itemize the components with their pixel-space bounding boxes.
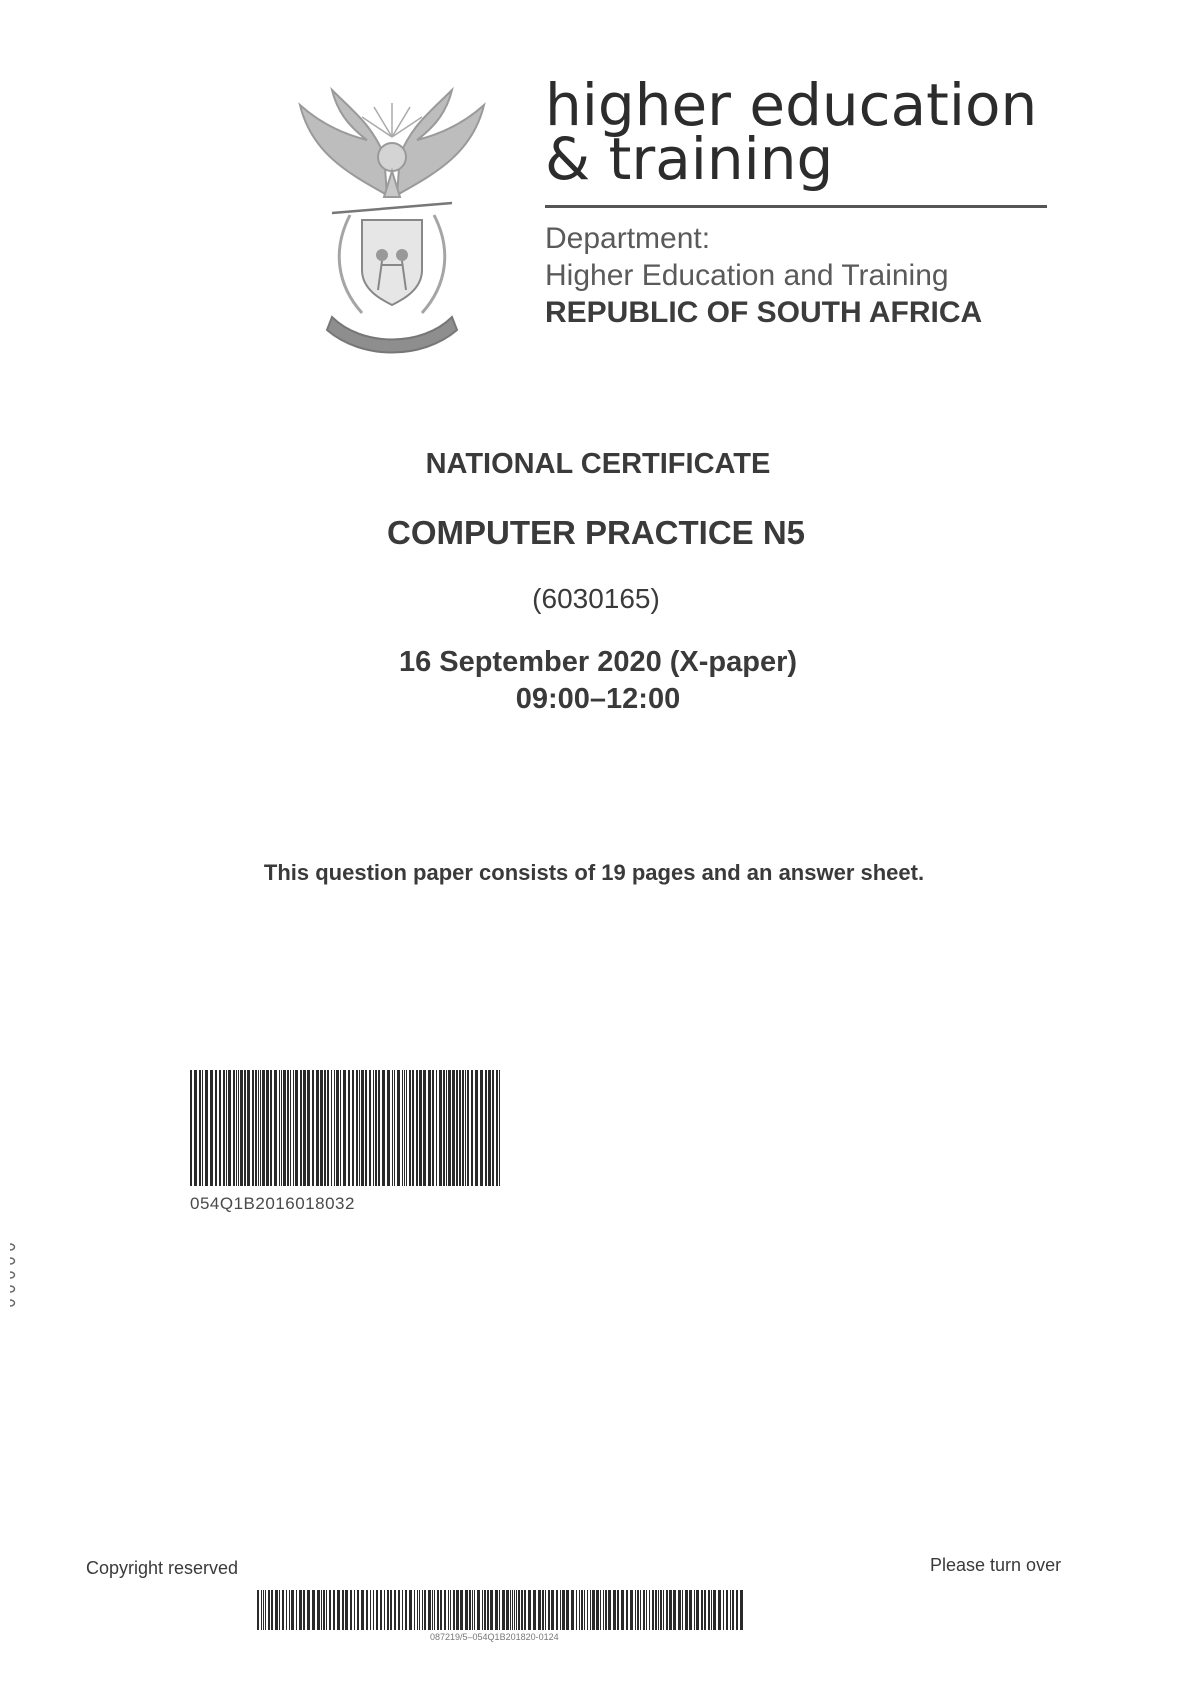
barcode-bar <box>545 1590 546 1630</box>
barcode-bar <box>334 1070 335 1186</box>
barcode-bar <box>291 1590 294 1630</box>
barcode-bar <box>331 1070 332 1186</box>
barcode-bar <box>528 1590 531 1630</box>
barcode-bar <box>506 1590 509 1630</box>
barcode-bar <box>453 1590 455 1630</box>
barcode-bar <box>423 1070 426 1186</box>
barcode-bar <box>480 1070 483 1186</box>
barcode-bar <box>587 1590 588 1630</box>
barcode-bar <box>428 1590 431 1630</box>
coat-of-arms-logo <box>292 85 492 355</box>
barcode-bar <box>432 1590 433 1630</box>
barcode-bar <box>605 1590 607 1630</box>
barcode-bar <box>652 1590 654 1630</box>
barcode-bar <box>474 1590 475 1630</box>
barcode-bar <box>713 1590 716 1630</box>
barcode-bar <box>732 1590 734 1630</box>
barcode-bar <box>556 1590 558 1630</box>
exam-datetime <box>0 644 1198 718</box>
barcode-bar <box>293 1070 294 1186</box>
barcode-bar <box>240 1070 243 1186</box>
barcode-bar <box>655 1590 657 1630</box>
barcode-bar <box>434 1590 435 1630</box>
barcode-bar <box>275 1590 278 1630</box>
barcode-bar <box>571 1590 574 1630</box>
barcode-bar <box>244 1070 246 1186</box>
barcode-bar <box>312 1590 315 1630</box>
subject-title: COMPUTER PRACTICE N5 <box>386 514 806 551</box>
barcode-bar <box>387 1070 390 1186</box>
barcode-bar <box>444 1590 446 1630</box>
barcode-bar <box>626 1590 628 1630</box>
barcode-bar <box>342 1590 344 1630</box>
barcode-bar <box>467 1070 469 1186</box>
barcode-bar <box>270 1070 272 1186</box>
barcode-bar <box>516 1590 517 1630</box>
certificate-title: NATIONAL CERTIFICATE <box>425 448 771 480</box>
country-name: REPUBLIC OF SOUTH AFRICA <box>545 296 983 329</box>
barcode-bar <box>548 1590 550 1630</box>
margin-mark <box>8 1240 18 1310</box>
barcode-bar <box>414 1590 415 1630</box>
barcode-bar <box>643 1590 645 1630</box>
barcode-bar <box>392 1070 393 1186</box>
barcode-bar <box>640 1590 641 1630</box>
barcode-bar <box>257 1590 259 1630</box>
barcode-bar <box>579 1590 580 1630</box>
barcode-bar <box>551 1590 554 1630</box>
barcode-bar <box>361 1070 364 1186</box>
barcode-bar <box>740 1590 743 1630</box>
barcode-bar <box>477 1590 480 1630</box>
barcode-bar <box>265 1590 266 1630</box>
barcode-bar <box>405 1590 407 1630</box>
barcode-bar <box>373 1070 374 1186</box>
barcode-bar <box>394 1590 396 1630</box>
barcode-bar <box>263 1590 264 1630</box>
barcode-bar <box>394 1070 395 1186</box>
barcode-bar <box>268 1590 270 1630</box>
barcode-bar <box>660 1590 662 1630</box>
barcode-bar <box>287 1070 289 1186</box>
barcode-bar <box>340 1070 341 1186</box>
barcode-bar <box>279 1590 280 1630</box>
barcode-bar <box>354 1590 355 1630</box>
barcode-bar <box>496 1070 498 1186</box>
barcode-bar <box>475 1070 478 1186</box>
barcode-bar <box>460 1590 463 1630</box>
barcode-bar <box>666 1590 668 1630</box>
barcode-bar <box>406 1070 407 1186</box>
barcode-bar <box>236 1070 237 1186</box>
exam-time: 09:00–12:00 <box>515 683 681 715</box>
barcode-bar <box>258 1070 259 1186</box>
department-label: Department: <box>545 222 711 255</box>
barcode-bar <box>590 1590 591 1630</box>
barcode-bar <box>255 1070 257 1186</box>
barcode-bar <box>514 1590 515 1630</box>
barcode-bar <box>384 1590 385 1630</box>
barcode-bar <box>260 1070 261 1186</box>
barcode-bar <box>416 1070 418 1186</box>
barcode-bar <box>465 1590 468 1630</box>
barcode-bar <box>370 1590 371 1630</box>
barcode-bar <box>281 1070 282 1186</box>
barcode-bar <box>736 1590 738 1630</box>
barcode-bar <box>462 1070 464 1186</box>
barcode-bar <box>210 1070 213 1186</box>
barcode-bar <box>329 1590 331 1630</box>
main-barcode <box>190 1070 500 1186</box>
barcode-bar <box>495 1590 498 1630</box>
barcode-bar <box>443 1070 445 1186</box>
barcode-bar <box>456 1070 458 1186</box>
barcode-bar <box>190 1070 192 1186</box>
barcode-bar <box>398 1590 400 1630</box>
barcode-bar <box>422 1590 423 1630</box>
barcode-bar <box>669 1590 672 1630</box>
barcode-bar <box>562 1590 565 1630</box>
barcode-bar <box>333 1590 335 1630</box>
barcode-bar <box>694 1590 695 1630</box>
barcode-bar <box>303 1070 306 1186</box>
barcode-bar <box>472 1590 473 1630</box>
copyright-notice: Copyright reserved <box>86 1558 239 1578</box>
barcode-bar <box>365 1070 367 1186</box>
barcode-bar <box>286 1590 287 1630</box>
barcode-bar <box>576 1590 577 1630</box>
barcode-bar <box>718 1590 721 1630</box>
barcode-bar <box>419 1070 422 1186</box>
brand-wordmark <box>545 71 1045 193</box>
barcode-bar <box>324 1070 326 1186</box>
barcode-bar <box>282 1590 284 1630</box>
barcode-bar <box>219 1070 221 1186</box>
barcode-bar <box>485 1070 487 1186</box>
barcode-bar <box>336 1070 339 1186</box>
brand-line-2: & training <box>545 125 834 193</box>
barcode-bar <box>600 1590 601 1630</box>
barcode-bar <box>215 1070 217 1186</box>
barcode-bar <box>226 1070 227 1186</box>
barcode-bar <box>487 1590 489 1630</box>
barcode-bar <box>323 1590 325 1630</box>
barcode-bar <box>465 1070 466 1186</box>
barcode-bar <box>432 1070 434 1186</box>
barcode-bar <box>327 1070 329 1186</box>
barcode-bar <box>402 1070 403 1186</box>
barcode-bar <box>417 1590 418 1630</box>
barcode-bar <box>356 1070 358 1186</box>
barcode-bar <box>296 1590 297 1630</box>
barcode-bar <box>283 1070 286 1186</box>
barcode-bar <box>617 1590 619 1630</box>
department-block <box>545 220 982 331</box>
barcode-bar <box>316 1070 319 1186</box>
barcode-bar <box>538 1590 541 1630</box>
footer-barcode-number: 087219/5–054Q1B201820-0124 <box>430 1632 559 1642</box>
barcode-bar <box>499 1590 500 1630</box>
barcode-bar <box>205 1070 208 1186</box>
barcode-bar <box>592 1590 595 1630</box>
barcode-bar <box>238 1070 239 1186</box>
barcode-bar <box>730 1590 731 1630</box>
barcode-bar <box>409 1070 411 1186</box>
barcode-bar <box>223 1070 225 1186</box>
barcode-bar <box>512 1590 513 1630</box>
barcode-bar <box>382 1070 385 1186</box>
barcode-bar <box>402 1590 403 1630</box>
pages-note: This question paper consists of 19 pages and an answer sheet. <box>263 860 925 885</box>
barcode-bar <box>404 1070 405 1186</box>
barcode-bar <box>348 1070 350 1186</box>
barcode-bar <box>689 1590 692 1630</box>
barcode-bar <box>337 1590 340 1630</box>
barcode-bar <box>521 1590 523 1630</box>
barcode-bar <box>380 1590 382 1630</box>
barcode-bar <box>428 1070 431 1186</box>
barcode-bar <box>488 1070 491 1186</box>
barcode-bar <box>437 1590 439 1630</box>
barcode-bar <box>608 1590 611 1630</box>
barcode-bar <box>711 1590 712 1630</box>
exam-date: 16 September 2020 (X-paper) <box>398 646 798 678</box>
barcode-bar <box>701 1590 703 1630</box>
barcode-bar <box>663 1590 664 1630</box>
barcode-bar <box>261 1590 262 1630</box>
barcode-bar <box>440 1590 442 1630</box>
barcode-bar <box>613 1590 616 1630</box>
barcode-bar <box>373 1590 374 1630</box>
barcode-bar <box>682 1590 683 1630</box>
barcode-bar <box>678 1590 681 1630</box>
barcode-bar <box>233 1070 235 1186</box>
department-name: Higher Education and Training <box>545 259 949 292</box>
barcode-bar <box>247 1070 250 1186</box>
barcode-bar <box>448 1590 449 1630</box>
barcode-bar <box>542 1590 544 1630</box>
barcode-bar <box>307 1590 310 1630</box>
barcode-bar <box>581 1590 583 1630</box>
barcode-bar <box>369 1070 371 1186</box>
barcode-bar <box>630 1590 633 1630</box>
barcode-bar <box>685 1590 688 1630</box>
barcode-bar <box>390 1590 392 1630</box>
barcode-bar <box>560 1590 561 1630</box>
barcode-bar <box>345 1590 348 1630</box>
brand-line-1: higher education <box>545 71 1038 139</box>
barcode-bar <box>673 1590 676 1630</box>
barcode-bar <box>295 1070 298 1186</box>
barcode-bar <box>492 1070 494 1186</box>
barcode-bar <box>708 1590 710 1630</box>
barcode-bar <box>375 1070 377 1186</box>
barcode-bar <box>456 1590 459 1630</box>
barcode-bar <box>448 1070 451 1186</box>
barcode-bar <box>361 1590 364 1630</box>
barcode-bar <box>303 1590 305 1630</box>
barcode-bar <box>490 1590 493 1630</box>
barcode-bar <box>596 1590 599 1630</box>
barcode-bar <box>299 1590 302 1630</box>
barcode-bar <box>266 1070 269 1186</box>
barcode-bar <box>317 1590 320 1630</box>
barcode-bar <box>459 1070 461 1186</box>
barcode-bar <box>409 1590 412 1630</box>
barcode-bar <box>321 1590 322 1630</box>
footer-barcode <box>257 1590 745 1630</box>
barcode-bar <box>452 1070 455 1186</box>
barcode-bar <box>359 1070 360 1186</box>
barcode-bar <box>274 1070 277 1186</box>
barcode-bar <box>199 1070 201 1186</box>
barcode-bar <box>300 1070 302 1186</box>
brand-divider <box>545 205 1047 208</box>
barcode-bar <box>436 1070 437 1186</box>
barcode-bar <box>412 1070 414 1186</box>
barcode-bar <box>262 1070 265 1186</box>
barcode-bar <box>502 1590 505 1630</box>
barcode-bar <box>387 1590 389 1630</box>
barcode-bar <box>202 1070 203 1186</box>
barcode-bar <box>726 1590 728 1630</box>
barcode-bar <box>366 1590 368 1630</box>
barcode-bar <box>290 1070 291 1186</box>
barcode-bar <box>271 1590 273 1630</box>
barcode-bar <box>419 1590 420 1630</box>
barcode-bar <box>357 1590 359 1630</box>
barcode-bar <box>312 1070 314 1186</box>
barcode-bar <box>499 1070 500 1186</box>
barcode-bar <box>637 1590 639 1630</box>
barcode-bar <box>482 1590 483 1630</box>
barcode-bar <box>289 1590 290 1630</box>
barcode-bar <box>228 1070 231 1186</box>
subject-code: (6030165) <box>532 583 660 614</box>
barcode-bar <box>469 1590 471 1630</box>
barcode-bar <box>279 1070 280 1186</box>
barcode-bar <box>378 1070 380 1186</box>
barcode-bar <box>635 1590 636 1630</box>
barcode-bar <box>704 1590 706 1630</box>
barcode-bar <box>696 1590 699 1630</box>
barcode-bar <box>723 1590 724 1630</box>
barcode-bar <box>320 1070 323 1186</box>
barcode-bar <box>450 1590 451 1630</box>
barcode-bar <box>510 1590 511 1630</box>
barcode-bar <box>646 1590 647 1630</box>
barcode-bar <box>350 1590 352 1630</box>
barcode-bar <box>566 1590 569 1630</box>
barcode-bar <box>533 1590 536 1630</box>
main-barcode-number: 054Q1B2016018032 <box>190 1194 355 1213</box>
barcode-bar <box>518 1590 520 1630</box>
barcode-bar <box>621 1590 624 1630</box>
barcode-bar <box>376 1590 378 1630</box>
barcode-bar <box>584 1590 585 1630</box>
barcode-bar <box>524 1590 526 1630</box>
barcode-bar <box>194 1070 197 1186</box>
barcode-bar <box>446 1070 447 1186</box>
barcode-bar <box>326 1590 327 1630</box>
barcode-bar <box>424 1590 426 1630</box>
barcode-bar <box>397 1070 400 1186</box>
barcode-bar <box>439 1070 442 1186</box>
barcode-bar <box>658 1590 659 1630</box>
barcode-bar <box>343 1070 346 1186</box>
barcode-bar <box>471 1070 473 1186</box>
turn-over-note: Please turn over <box>930 1555 1062 1575</box>
barcode-bar <box>252 1070 254 1186</box>
barcode-bar <box>603 1590 604 1630</box>
barcode-bar <box>484 1590 486 1630</box>
barcode-bar <box>649 1590 650 1630</box>
barcode-bar <box>307 1070 310 1186</box>
barcode-bar <box>352 1070 354 1186</box>
